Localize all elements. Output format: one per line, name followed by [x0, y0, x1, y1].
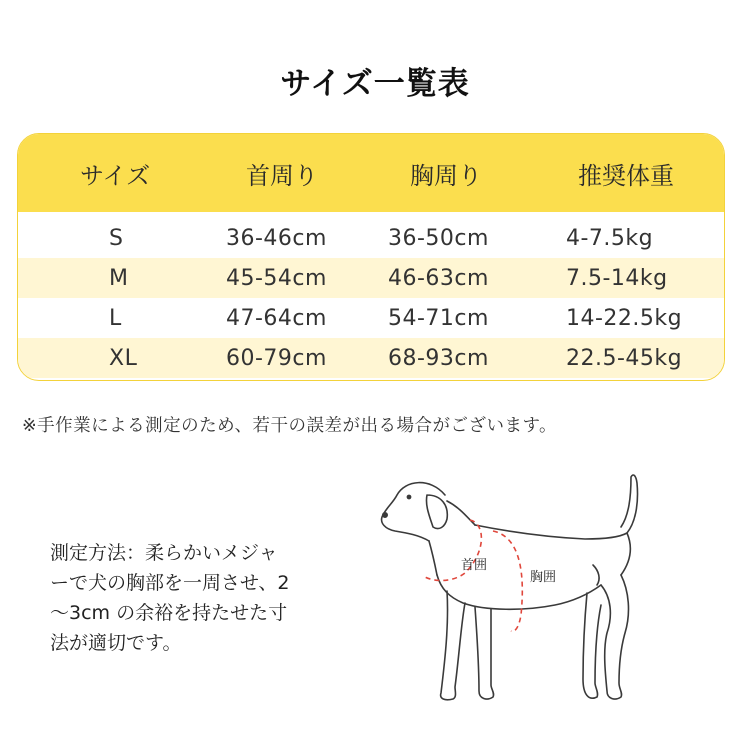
method-line: 法が適切です。 — [50, 632, 182, 654]
table-row — [18, 338, 724, 378]
chest-label: 胸囲 — [530, 570, 557, 585]
cell-size: S — [109, 225, 124, 251]
header-chest: 胸周り — [410, 161, 482, 190]
cell-chest: 54-71cm — [388, 305, 489, 331]
cell-size: M — [109, 265, 129, 291]
cell-weight: 7.5-14kg — [566, 265, 668, 291]
measurement-method — [50, 538, 360, 658]
dog-diagram — [375, 465, 695, 720]
table-row — [18, 298, 724, 338]
size-table — [17, 133, 725, 381]
table-row — [18, 258, 724, 298]
cell-chest: 68-93cm — [388, 345, 489, 371]
cell-size: L — [109, 305, 122, 331]
table-header-row — [18, 134, 724, 212]
header-neck: 首周り — [246, 161, 318, 190]
cell-neck: 47-64cm — [226, 305, 327, 331]
neck-label: 首囲 — [461, 558, 488, 573]
cell-neck: 36-46cm — [226, 225, 327, 251]
cell-weight: 22.5-45kg — [566, 345, 683, 371]
table-row — [18, 218, 724, 258]
page-title: サイズ一覧表 — [280, 66, 470, 102]
cell-chest: 46-63cm — [388, 265, 489, 291]
measurement-note: ※手作業による測定のため、若干の誤差が出る場合がございます。 — [22, 416, 558, 436]
cell-size: XL — [109, 345, 138, 371]
cell-neck: 45-54cm — [226, 265, 327, 291]
dog-outline-icon — [375, 465, 695, 720]
method-line: ーで犬の胸部を一周させ、2 — [50, 572, 290, 594]
cell-neck: 60-79cm — [226, 345, 327, 371]
method-line: 〜3cm の余裕を持たせた寸 — [50, 602, 288, 624]
cell-weight: 4-7.5kg — [566, 225, 654, 251]
header-size: サイズ — [80, 161, 151, 190]
cell-chest: 36-50cm — [388, 225, 489, 251]
cell-weight: 14-22.5kg — [566, 305, 683, 331]
header-weight: 推奨体重 — [578, 161, 674, 190]
method-line: 測定方法：柔らかいメジャ — [50, 542, 278, 564]
